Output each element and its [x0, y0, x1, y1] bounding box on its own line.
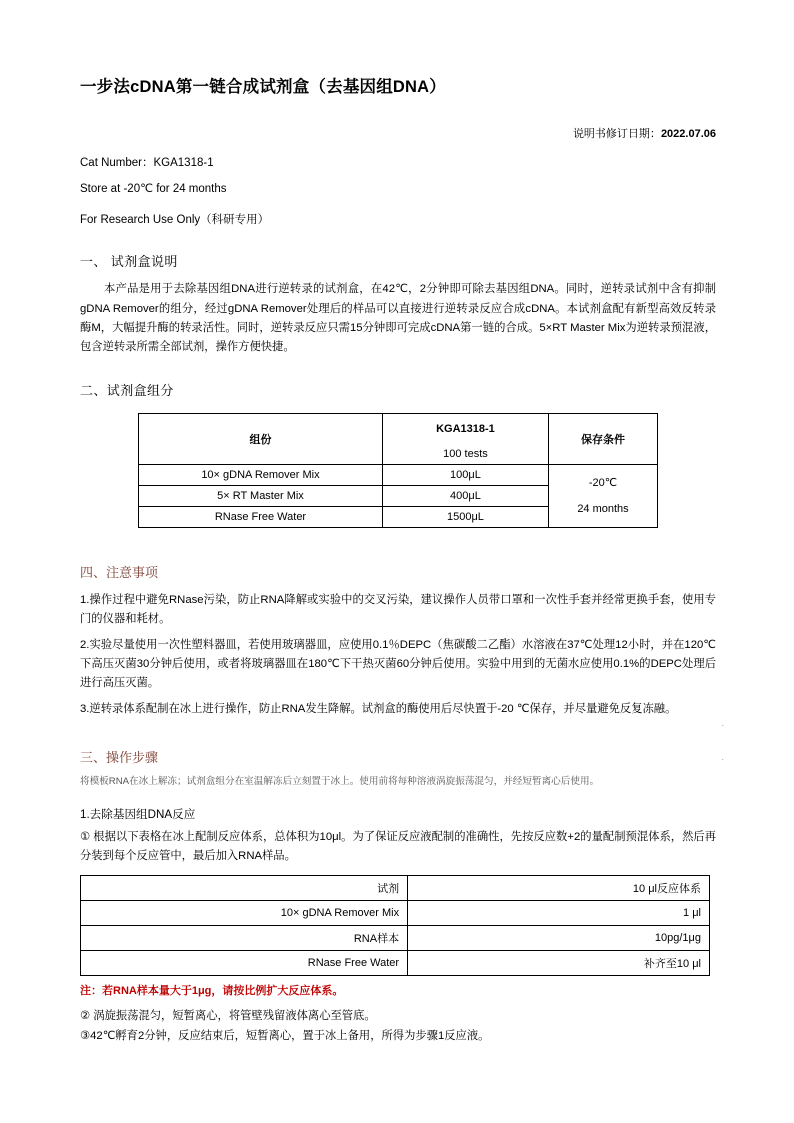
table-row [81, 950, 710, 975]
section-3-intro: 将模板RNA在冰上解冻；试剂盒组分在室温解冻后立刻置于冰上。使用前将每种溶液涡旋振荡混匀，并经短暂离心后使用。 [80, 776, 600, 788]
table-header-row [139, 413, 658, 444]
note-item: 3.逆转录体系配制在冰上进行操作，防止RNA发生降解。试剂盒的酶使用后尽快置于-20 ℃保存，并尽量避免反复冻融。 [80, 702, 677, 715]
step-3-text: ③42℃孵育2分钟，反应结束后，短暂离心，置于冰上备用，所得为步骤1反应液。 [80, 1029, 490, 1042]
section-1-heading: 一、 试剂盒说明 [80, 254, 178, 270]
header-tests: 100 tests [382, 444, 548, 465]
header-amount: 10 μl反应体系 [408, 875, 710, 900]
component-volume: 400μL [382, 485, 548, 506]
storage-cell [549, 464, 658, 527]
red-note: 注：若RNA样本量大于1μg，请按比例扩大反应体系。 [80, 984, 344, 997]
reagent-amount: 1 μl [408, 900, 710, 925]
step-1-text: ① 根据以下表格在冰上配制反应体系，总体积为10μl。为了保证反应液配制的准确性，先按反应数+2的量配制预混体系，然后再分装到每个反应管中，最后加入RNA样品。 [80, 830, 716, 863]
reagent-name: RNA样本 [81, 925, 408, 950]
section-4-heading: 四、注意事项 [80, 564, 159, 580]
header-reagent: 试剂 [81, 875, 408, 900]
reagent-name: RNase Free Water [81, 950, 408, 975]
component-name: 5× RT Master Mix [139, 485, 383, 506]
section-3-heading: 三、操作步骤 [80, 750, 159, 766]
note-item: 1.操作过程中避免RNase污染，防止RNA降解或实验中的交叉污染，建议操作人员带口罩和一次性手套并经常更换手套，使用专门的仪器和耗材。 [80, 593, 716, 626]
revision-date: 2022.07.06 [660, 128, 716, 141]
note-item: 2.实验尽量使用一次性塑料器皿，若使用玻璃器皿，应使用0.1％DEPC（焦碳酸二乙酯）水溶液在37℃处理12小时，并在120℃下高压灭菌30分钟后使用，或者将玻璃器皿在180℃下干热灭菌60分钟后使用。实验中用到的无菌水应使用0.1%的DEPC处理后进行高压灭菌。 [80, 638, 716, 690]
reagent-name: 10× gDNA Remover Mix [81, 900, 408, 925]
page-marker: . [721, 752, 724, 762]
table-row [81, 900, 710, 925]
section-1-body: 本产品是用于去除基因组DNA进行逆转录的试剂盒，在42℃，2分钟即可除去基因组DNA。同时，逆转录试剂中含有抑制gDNA Remover的组分，经过gDNA Remover处理后的样品可以直接进行逆转录反应合成cDNA。本试剂盒配有新型高效反转录酶M，大幅提升酶的转录活性。同时，逆转录反应只需15分钟即可完成cDNA第一链的合成。5×RT Master Mix为逆转录预混液，包含逆转录所需全部试剂，操作方便快捷。 [80, 283, 716, 354]
header-storage: 保存条件 [549, 413, 658, 464]
storage-duration: 24 months [577, 503, 629, 516]
component-name: RNase Free Water [139, 506, 383, 527]
component-volume: 100μL [382, 464, 548, 485]
revision-label: 说明书修订日期： [572, 128, 661, 141]
usage-statement: For Research Use Only（科研专用） [80, 214, 270, 227]
step-2-text: ② 涡旋振荡混匀，短暂离心，将管壁残留液体离心至管底。 [80, 1009, 376, 1022]
storage-condition: Store at -20℃ for 24 months [80, 182, 227, 195]
reaction-table [80, 875, 710, 976]
reagent-amount: 10pg/1μg [408, 925, 710, 950]
header-product-code: KGA1318-1 [382, 413, 548, 444]
table-row [81, 925, 710, 950]
revision-line [80, 125, 716, 141]
component-name: 10× gDNA Remover Mix [139, 464, 383, 485]
components-table [138, 413, 658, 528]
table-row [139, 464, 658, 485]
page-marker: . [721, 718, 724, 728]
page-title: 一步法cDNA第一链合成试剂盒（去基因组DNA） [80, 78, 446, 96]
reagent-amount: 补齐至10 μl [408, 950, 710, 975]
table-header-row [81, 875, 710, 900]
component-volume: 1500μL [382, 506, 548, 527]
storage-temp: -20℃ [588, 477, 618, 490]
step-1-heading: 1.去除基因组DNA反应 [80, 807, 196, 821]
cat-number: Cat Number：KGA1318-1 [80, 157, 214, 170]
section-2-heading: 二、试剂盒组分 [80, 382, 174, 398]
header-component: 组份 [139, 413, 383, 464]
